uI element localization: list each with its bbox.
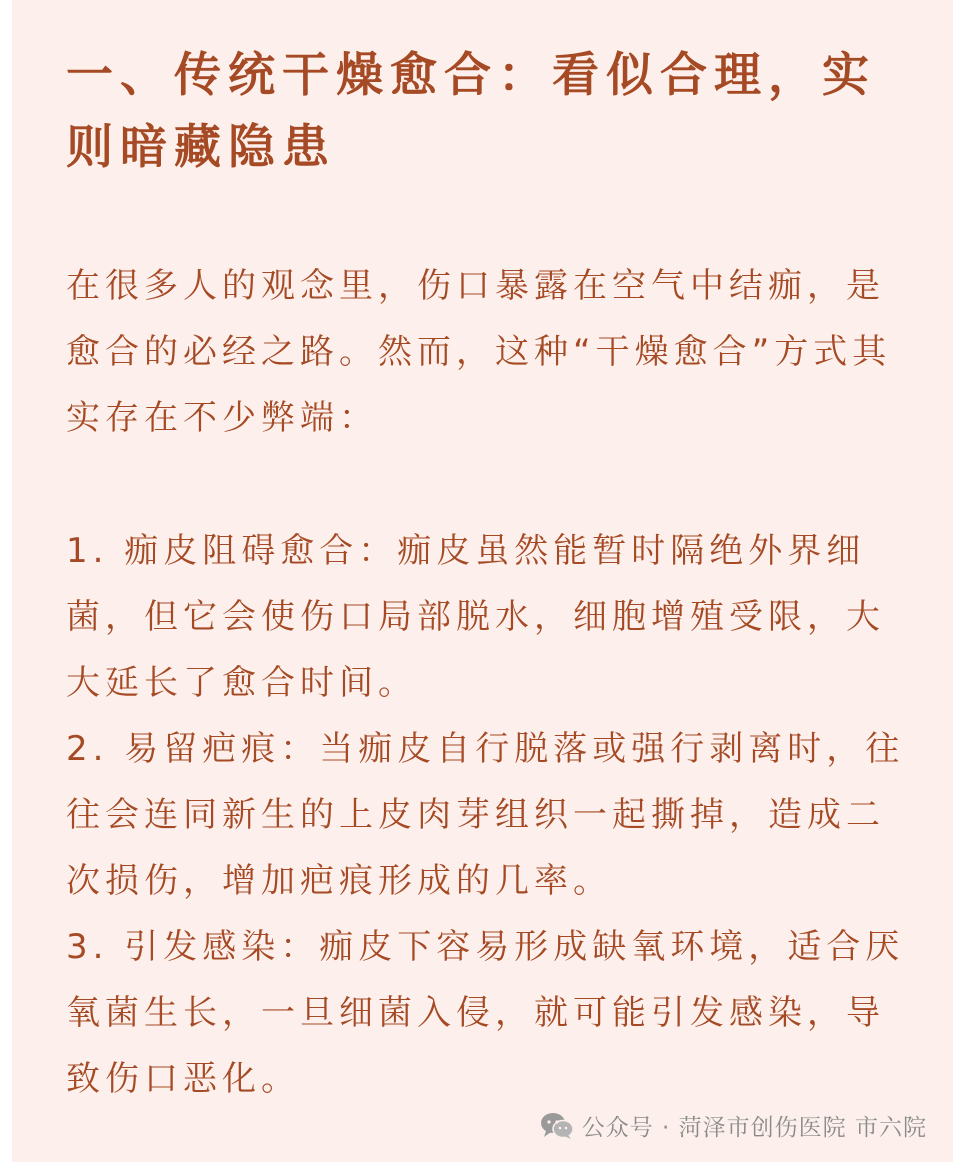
- section-heading: 一、传统干燥愈合：看似合理，实则暗藏隐患: [66, 48, 876, 175]
- article-card: [12, 0, 953, 1162]
- intro-paragraph: 在很多人的观念里，伤口暴露在空气中结痂，是愈合的必经之路。然而，这种“干燥愈合”方式其实存在不少弊端：: [66, 266, 892, 438]
- wechat-icon: [540, 1112, 574, 1140]
- list-item: 3. 引发感染：痂皮下容易形成缺氧环境，适合厌氧菌生长，一旦细菌入侵，就可能引发感染，导致伤口恶化。: [66, 927, 905, 1099]
- drawbacks-list: [66, 518, 916, 1112]
- list-item: 2. 易留疤痕：当痂皮自行脱落或强行剥离时，往往会连同新生的上皮肉芽组织一起撕掉，造成二次损伤，增加疤痕形成的几率。: [66, 729, 905, 901]
- source-watermark: [540, 1109, 927, 1142]
- list-item: 1. 痂皮阻碍愈合：痂皮虽然能暂时隔绝外界细菌，但它会使伤口局部脱水，细胞增殖受限，大大延长了愈合时间。: [66, 531, 885, 703]
- watermark-text: 公众号 · 菏泽市创伤医院 市六院: [581, 1115, 927, 1141]
